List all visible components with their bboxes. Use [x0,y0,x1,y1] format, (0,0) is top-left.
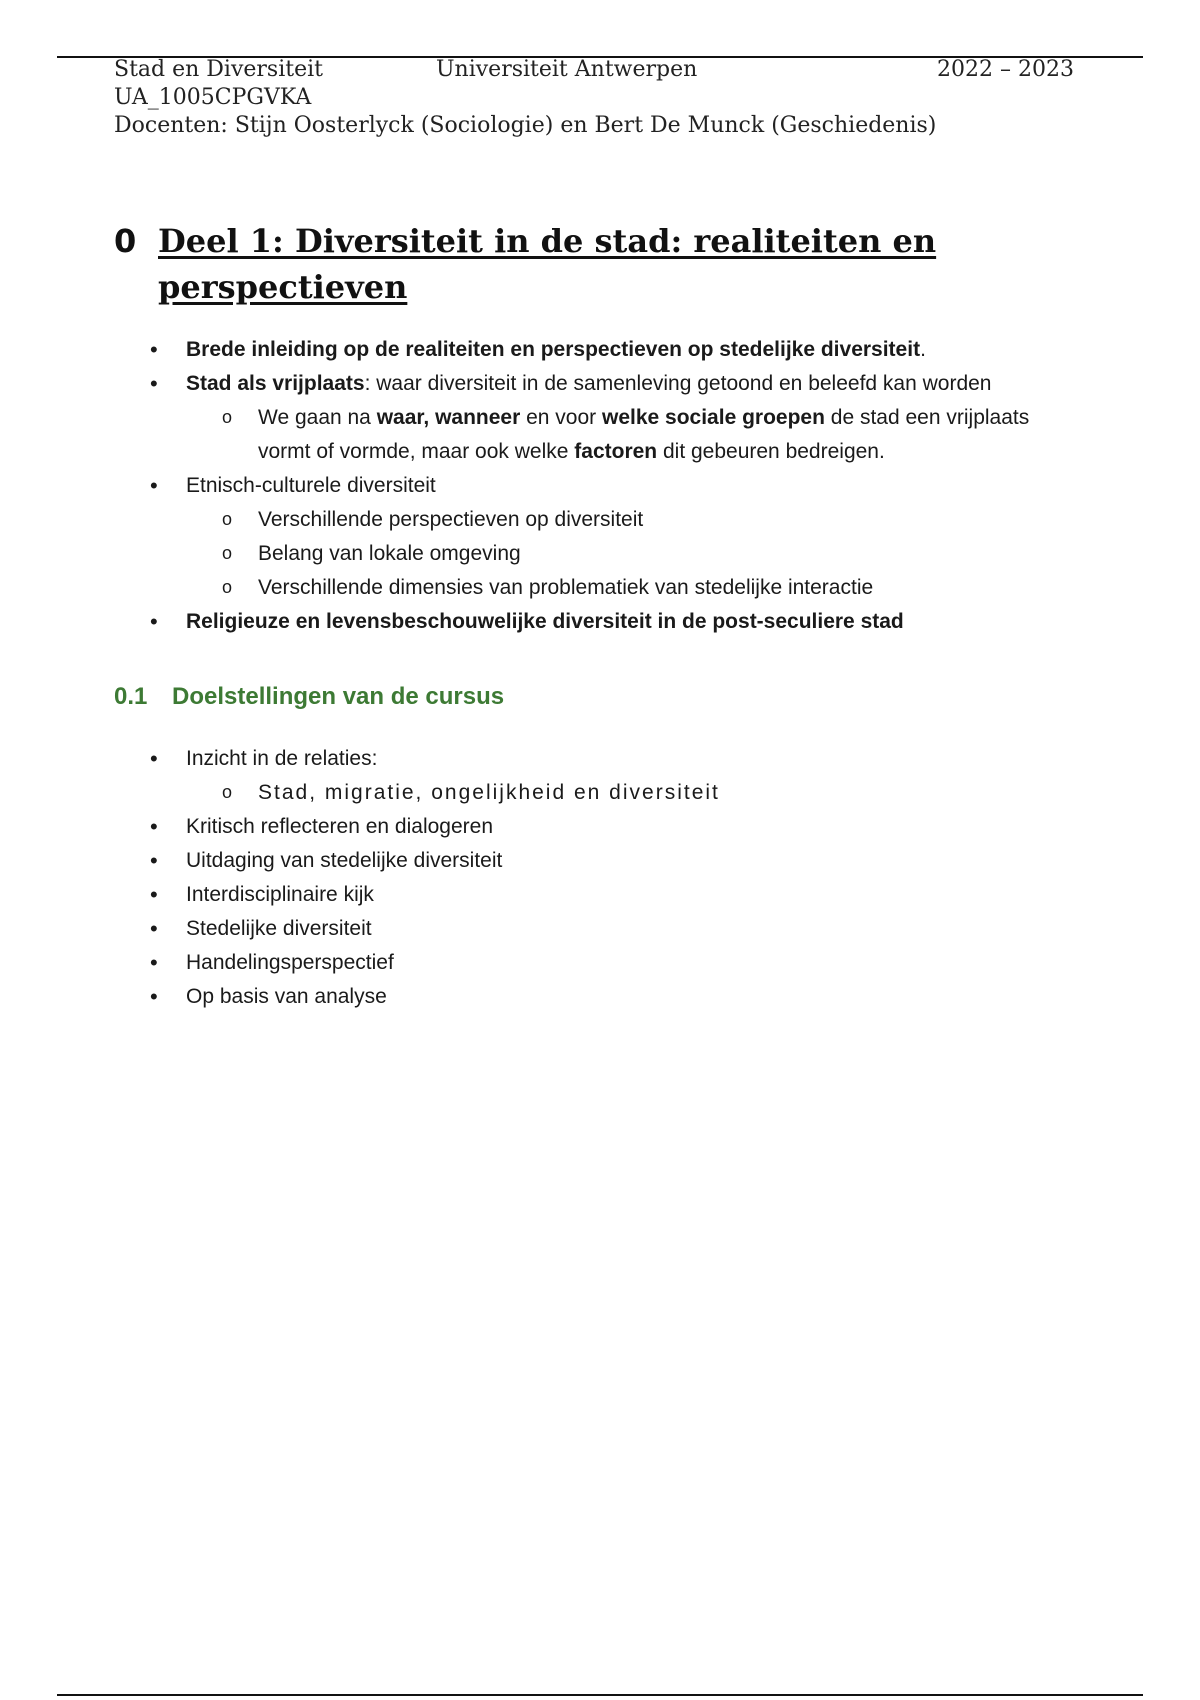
list-item: • Op basis van analyse [114,980,1074,1014]
list-item: • Brede inleiding op de realiteiten en perspectieven op stedelijke diversiteit. [114,333,1074,367]
sub-list-item: o Stad, migratie, ongelijkheid en diversiteit [186,776,1074,810]
course-code: UA_1005CPGVKA [114,85,312,110]
list-item: • Uitdaging van stedelijke diversiteit [114,844,1074,878]
course-name: Stad en Diversiteit [114,57,323,82]
goals-bullet-list [114,742,1074,1014]
academic-year: 2022 – 2023 [937,57,1074,82]
section-number: 0 [114,222,137,260]
list-item: • Handelingsperspectief [114,946,1074,980]
section-title-line1: Deel 1: Diversiteit in de stad: realiteiten en [158,222,937,260]
section-title-line2: perspectieven [158,268,408,306]
subsection-number: 0.1 [114,683,148,710]
list-item: • Kritisch reflecteren en dialogeren [114,810,1074,844]
intro-bullet-list [114,333,1074,639]
list-item: • Interdisciplinaire kijk [114,878,1074,912]
section-heading [114,218,994,310]
list-item: • Etnisch-culturele diversiteit o Verschillende perspectieven op diversiteit o Belang van lokale omgeving o Verschillende dimensies van problematiek van stedelijke interactie [114,469,1074,605]
list-item: • Inzicht in de relaties: o Stad, migratie, ongelijkheid en diversiteit [114,742,1074,810]
university-name: Universiteit Antwerpen [436,57,698,82]
sub-list-item: o We gaan na waar, wanneer en voor welke sociale groepen de stad een vrijplaats vormt of vormde, maar ook welke factoren dit gebeuren bedreigen. [186,401,1074,469]
list-item: • Religieuze en levensbeschouwelijke diversiteit in de post-seculiere stad [114,605,1074,639]
sub-list-item: o Verschillende perspectieven op diversiteit [186,503,1074,537]
sub-list-item: o Verschillende dimensies van problematiek van stedelijke interactie [186,571,1074,605]
teachers: Docenten: Stijn Oosterlyck (Sociologie) en Bert De Munck (Geschiedenis) [114,113,937,138]
page-header [114,56,1074,140]
bottom-rule [57,1694,1143,1696]
subsection-heading [114,680,504,714]
sub-list-item: o Belang van lokale omgeving [186,537,1074,571]
list-item: • Stedelijke diversiteit [114,912,1074,946]
list-item: • Stad als vrijplaats: waar diversiteit in de samenleving getoond en beleefd kan worden o We gaan na waar, wanneer en voor welke sociale groepen de stad een vrijplaats vormt of vormde, maar ook welke factoren dit gebeuren bedreigen. [114,367,1074,469]
subsection-title: Doelstellingen van de cursus [172,683,505,710]
